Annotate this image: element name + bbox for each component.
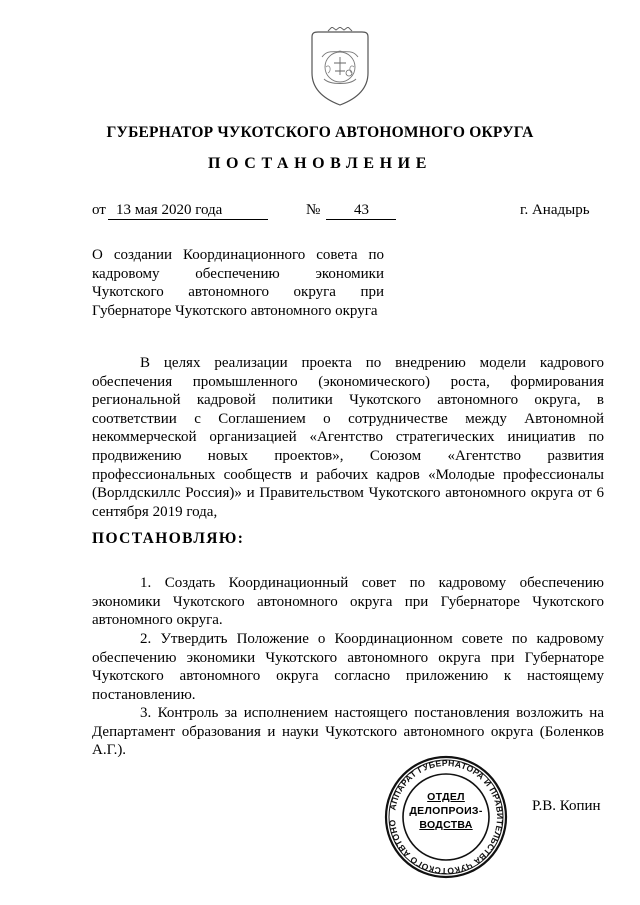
decree-word: ПОСТАНОВЛЯЮ:: [92, 530, 245, 547]
document-subject: О создании Координационного совета по кадровому обеспечению экономики Чукотского автономного округа при Губернаторе Чукотского автономного округа: [92, 247, 384, 319]
authority-heading: ГУБЕРНАТОР ЧУКОТСКОГО АВТОНОМНОГО ОКРУГА: [106, 124, 534, 141]
stamp-ring-text: АППАРАТ ГУБЕРНАТОРА И ПРАВИТЕЛЬСТВА ЧУКОТСКОГО АВТОНО: [386, 757, 506, 877]
from-label: от: [92, 202, 106, 218]
signatory-name: Р.В. Копин: [532, 798, 601, 814]
coat-of-arms-emblem: [304, 27, 376, 107]
list-item: 2. Утвердить Положение о Координационном совете по кадровому обеспечению экономики Чукотского автономного округа при Губернаторе Чукотского автономного округа согласно приложению к настоящему постановлению.: [92, 631, 604, 703]
date-underline: [108, 219, 268, 220]
stamp-center-line3: ВОДСТВА: [419, 819, 473, 831]
stamp-center-line2: ДЕЛОПРОИЗ-: [409, 805, 483, 817]
document-date: 13 мая 2020 года: [116, 202, 223, 218]
number-label: №: [306, 202, 321, 218]
document-type-heading: ПОСТАНОВЛЕНИЕ: [208, 155, 432, 172]
list-item: 1. Создать Координационный совет по кадровому обеспечению экономики Чукотского автономного округа при Губернаторе Чукотского автономного округа.: [92, 575, 604, 629]
official-stamp: [384, 755, 508, 879]
preamble-paragraph: В целях реализации проекта по внедрению модели кадрового обеспечения промышленного (экономического) роста, формирования региональной кадровой политики Чукотского автономного округа, в соответствии с Соглашением о сотрудничестве между Автономной некоммерческой организацией «Агентство стратегических инициатив по продвижению новых проектов», Союзом «Агентство развития профессиональных сообществ и рабочих кадров «Молодые профессионалы (Ворлдскиллс Россия)» и Правительством Чукотского автономного округа от 6 сентября 2019 года,: [92, 355, 604, 520]
list-item: 3. Контроль за исполнением настоящего постановления возложить на Департамент образования и науки Чукотского автономного округа (Боленков А.Г.).: [92, 705, 604, 759]
city: г. Анадырь: [520, 202, 590, 218]
document-number: 43: [354, 202, 369, 218]
stamp-center-line1: ОТДЕЛ: [427, 791, 465, 803]
number-underline: [326, 219, 396, 220]
